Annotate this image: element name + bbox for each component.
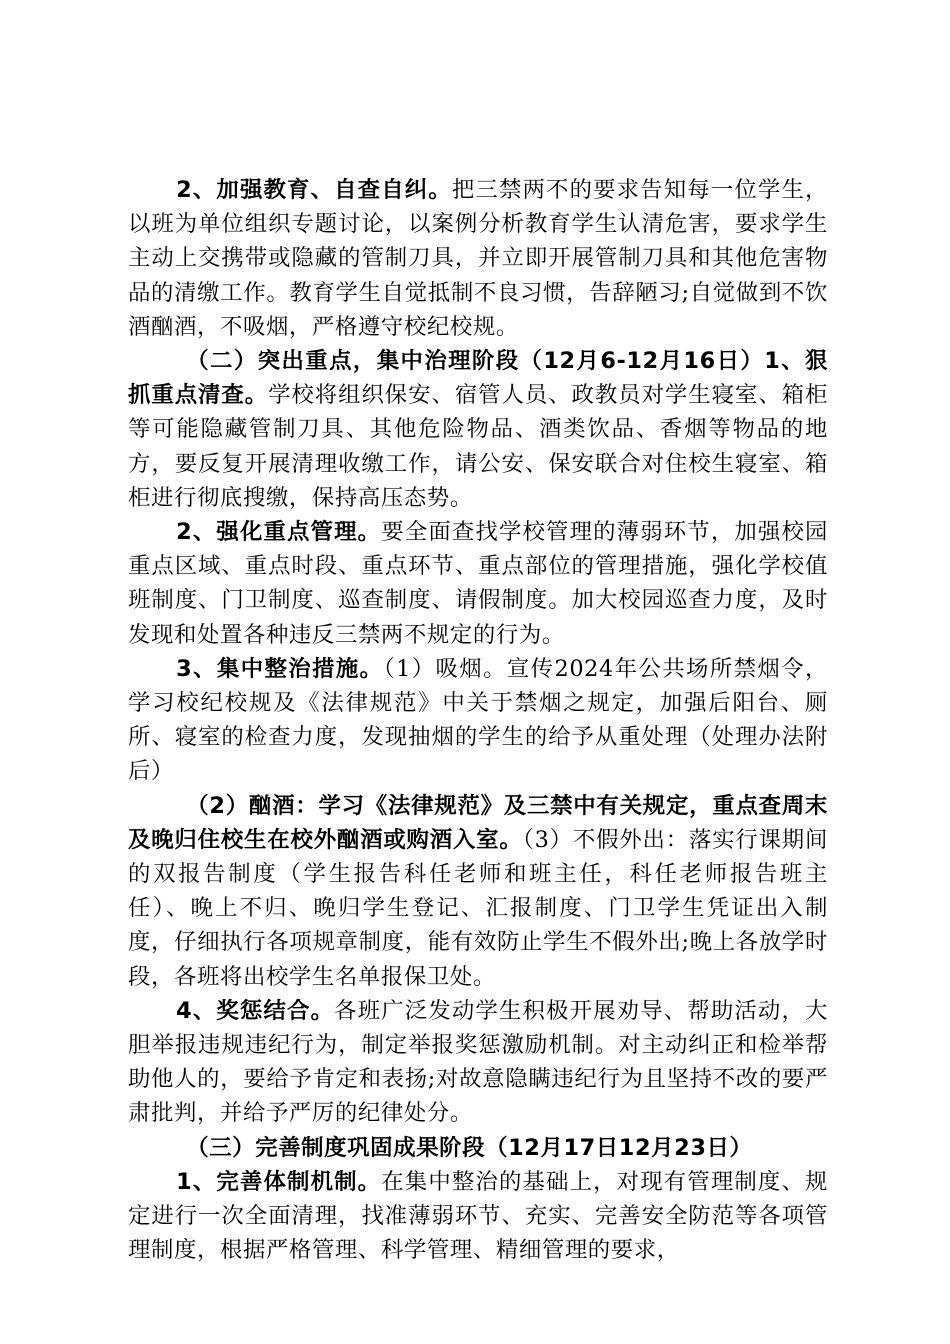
paragraph-text: 把三禁两不的要求告知每一位学生，以班为单位组织专题讨论，以案例分析教育学生认清危害，要求学生主动上交携带或隐藏的管制刀具，并立即开展管制刀具和其他危害物品的清缴工作。教育学生自觉抵制不良习惯，告辞陋习;自觉做到不饮酒酗酒，不吸烟，严格遵守校纪校规。 [128, 177, 828, 340]
paragraph-text: 学校将组织保安、宿管人员、政教员对学生寝室、箱柜等可能隐藏管制刀具、其他危险物品、酒类饮品、香烟等物品的地方，要反复开展清理收缴工作，请公安、保安联合对住校生寝室、箱柜进行彻底搜缴，保持高压态势。 [128, 382, 828, 511]
paragraph-system-improvement-stage [128, 1131, 828, 1165]
paragraph-education-self-check [128, 173, 828, 344]
paragraph-heading: 1、完善体制机制。 [176, 1168, 382, 1195]
paragraph-heading: （2）酗酒：学习《法律规范》及三禁中有关规定，重点查周末及晚归住校生在校外酗酒或购酒入室。 [128, 792, 828, 853]
paragraph-focused-governance [128, 344, 828, 515]
paragraph-heading: 4、奖惩结合。 [176, 997, 335, 1024]
paragraph-heading: 2、加强教育、自查自纠。 [176, 177, 452, 203]
paragraph-key-management [128, 515, 828, 652]
paragraph-rewards-punishments [128, 994, 828, 1131]
document-body [128, 173, 828, 1268]
paragraph-text: 要全面查找学校管理的薄弱环节，加强校园重点区域、重点时段、重点环节、重点部位的管理措施，强化学校值班制度、门卫制度、巡查制度、请假制度。加大校园巡查力度，及时发现和处置各种违反三禁两不规定的行为。 [128, 519, 828, 648]
paragraph-mechanism-improvement [128, 1165, 828, 1268]
paragraph-heading: 3、集中整治措施。 [176, 655, 384, 682]
paragraph-alcohol-and-absence [128, 789, 828, 994]
paragraph-rectification-measures [128, 652, 828, 789]
paragraph-text: 各班广泛发动学生积极开展劝导、帮助活动，大胆举报违规违纪行为，制定举报奖惩激励机制。对主动纠正和检举帮助他人的，要给予肯定和表扬;对故意隐瞒违纪行为且坚持不改的要严肃批判，并给予严厉的纪律处分。 [128, 997, 829, 1127]
section-heading: （二）突出重点，集中治理阶段（12月6-12月16日）1、狠抓重点清查。 [128, 348, 828, 409]
section-heading: （三）完善制度巩固成果阶段（12月17日12月23日） [186, 1134, 753, 1161]
paragraph-text: 在集中整治的基础上，对现有管理制度、规定进行一次全面清理，找准薄弱环节、充实、完善安全防范等各项管理制度，根据严格管理、科学管理、精细管理的要求， [128, 1168, 828, 1264]
paragraph-text: （1）吸烟。宣传2024年公共场所禁烟令，学习校纪校规及《法律规范》中关于禁烟之规定，加强后阳台、厕所、寝室的检查力度，发现抽烟的学生的给予从重处理（处理办法附后） [128, 655, 828, 785]
paragraph-heading: 2、强化重点管理。 [176, 519, 382, 546]
paragraph-text: （3）不假外出：落实行课期间的双报告制度（学生报告科任老师和班主任，科任老师报告班主任）、晚上不归、晚归学生登记、汇报制度、门卫学生凭证出入制度，仔细执行各项规章制度，能有效防止学生不假外出;晚上各放学时段，各班将出校学生名单报保卫处。 [128, 826, 829, 990]
